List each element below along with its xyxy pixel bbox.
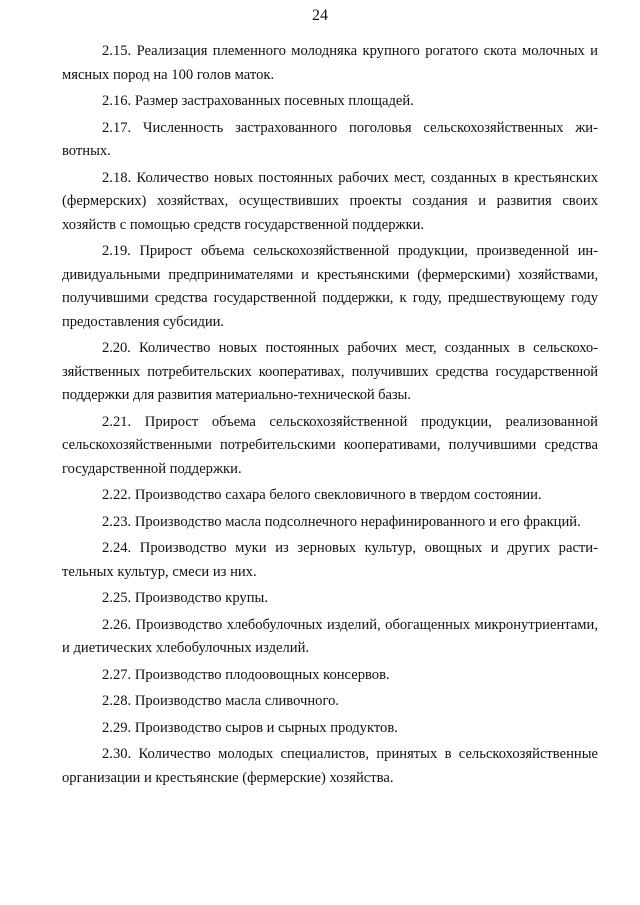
list-item-2-22: 2.22. Производство сахара белого свекловичного в твердом состоянии. [102,487,542,503]
list-item-2-16: 2.16. Размер застрахованных посевных площадей. [102,93,414,109]
list-item-2-17: 2.17. Численность застрахованного поголовья сельскохозяйственных животных. [62,119,598,159]
list-item-2-24: 2.24. Производство муки из зерновых культур, овощных и других растительных культур, смеси из них. [62,540,598,580]
list-item-2-26: 2.26. Производство хлебобулочных изделий, обогащенных микронутриентами, и диетических хлебобулочных изделий. [62,616,598,656]
list-item-2-27: 2.27. Производство плодоовощных консервов. [102,666,390,683]
list-item-2-15: 2.15. Реализация племенного молодняка крупного рогатого скота молочных и мясных пород на 100 голов маток. [62,43,598,83]
list-item-2-19: 2.19. Прирост объема сельскохозяйственной продукции, произведенной индивидуальными предпринимателями и крестьянскими (фермерскими) хозяйствами, получившими средства государственной поддержки, к году, предшествующему году предоставления субсидии. [62,243,598,330]
list-item-2-29: 2.29. Производство сыров и сырных продуктов. [102,719,398,736]
list-item-2-18: 2.18. Количество новых постоянных рабочих мест, созданных в крестьянских (фермерских) хозяйствах, осуществивших проекты создания и развития своих хозяйств с помощью средств государственной поддержки. [62,169,598,233]
list-item-2-21: 2.21. Прирост объема сельскохозяйственной продукции, реализованной сельскохозяйственными потребительскими кооперативами, получившими средства государственной поддержки. [62,413,598,477]
list-item-2-28: 2.28. Производство масла сливочного. [102,693,340,709]
page-number: 24 [312,7,328,24]
list-item-2-20: 2.20. Количество новых постоянных рабочих мест, созданных в сельскохозяйственных потребительских кооперативах, получивших средства государственной поддержки для развития материально-технической базы. [62,340,598,403]
list-item-2-30: 2.30. Количество молодых специалистов, принятых в сельскохозяйственные организации и крестьянские (фермерские) хозяйства. [62,746,598,786]
list-item-2-23: 2.23. Производство масла подсолнечного нерафинированного и его фракций. [102,513,581,530]
indicator-list [62,40,598,793]
list-item-2-25: 2.25. Производство крупы. [102,590,268,606]
